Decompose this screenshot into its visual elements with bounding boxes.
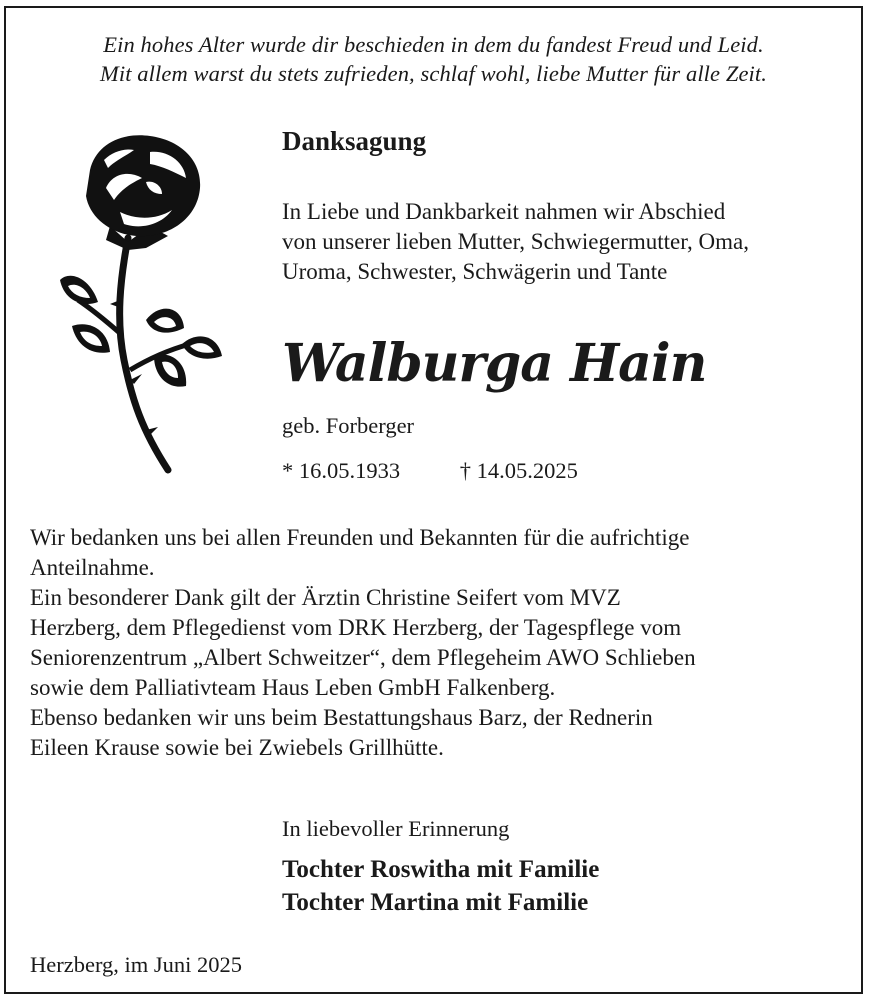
thanks-line: Anteilnahme. xyxy=(30,555,155,580)
maiden-name: geb. Forberger xyxy=(282,413,415,438)
thanks-line: Ein besonderer Dank gilt der Ärztin Christine Seifert vom MVZ xyxy=(30,585,621,610)
deceased-name: Walburga Hain xyxy=(282,333,707,394)
motto-line: Ein hohes Alter wurde dir beschieden in dem du fandest Freud und Leid. xyxy=(103,32,764,57)
intro-line: Uroma, Schwester, Schwägerin und Tante xyxy=(282,259,668,284)
intro-line: von unserer lieben Mutter, Schwiegermutter, Oma, xyxy=(282,229,749,254)
motto xyxy=(6,30,861,88)
place-date: Herzberg, im Juni 2025 xyxy=(30,952,243,977)
signers xyxy=(282,853,599,919)
death-date: † 14.05.2025 xyxy=(459,458,578,483)
thanks-text xyxy=(30,523,850,763)
closing-phrase: In liebevoller Erinnerung xyxy=(282,816,510,841)
thanks-line: Seniorenzentrum „Albert Schweitzer“, dem Pflegeheim AWO Schlieben xyxy=(30,645,696,670)
signer: Tochter Roswitha mit Familie xyxy=(282,856,600,883)
thanks-line: Ebenso bedanken wir uns beim Bestattungshaus Barz, der Rednerin xyxy=(30,705,653,730)
thanks-line: Herzberg, dem Pflegedienst vom DRK Herzberg, der Tagespflege vom xyxy=(30,615,682,640)
obituary-frame xyxy=(4,6,863,994)
birth-date: * 16.05.1933 xyxy=(282,458,401,483)
motto-line: Mit allem warst du stets zufrieden, schlaf wohl, liebe Mutter für alle Zeit. xyxy=(100,61,767,86)
thanks-line: sowie dem Palliativteam Haus Leben GmbH Falkenberg. xyxy=(30,675,556,700)
life-dates xyxy=(282,458,578,484)
intro-line: In Liebe und Dankbarkeit nahmen wir Abschied xyxy=(282,199,726,224)
heading-danksagung: Danksagung xyxy=(282,126,427,156)
signer: Tochter Martina mit Familie xyxy=(282,889,589,916)
thanks-line: Wir bedanken uns bei allen Freunden und Bekannten für die aufrichtige xyxy=(30,525,690,550)
thanks-line: Eileen Krause sowie bei Zwiebels Grillhütte. xyxy=(30,735,444,760)
rose-icon xyxy=(50,130,222,476)
intro-text xyxy=(282,197,749,287)
